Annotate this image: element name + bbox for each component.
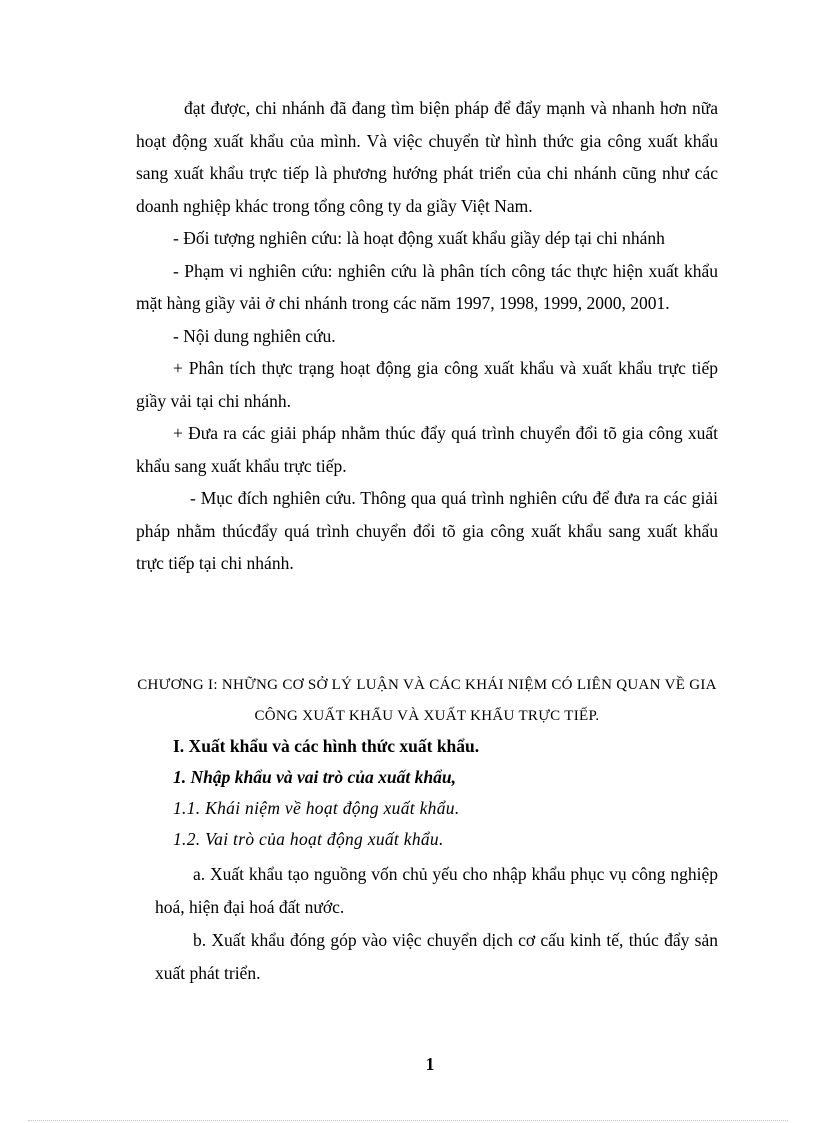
paragraph-research-content: - Nội dung nghiên cứu. xyxy=(173,325,336,346)
paragraph-intro: đạt được, chi nhánh đã đang tìm biện pháp để đẩy mạnh và nhanh hơn nữa hoạt động xuất khẩu của mình. Và việc chuyển từ hình thức gia công xuất khẩu sang xuất khẩu trực tiếp là phương hướng phát triển của chi nhánh cũng như các doanh nghiệp khác trong tổng công ty da giầy Việt Nam. xyxy=(136,98,718,216)
subsection-heading: 1. Nhập khẩu và vai trò của xuất khẩu, xyxy=(173,767,456,787)
body-text xyxy=(136,92,718,580)
item-heading-1-1: 1.1. Khái niệm về hoạt động xuất khẩu. xyxy=(173,798,460,818)
item-heading-1-2: 1.2. Vai trò của hoạt động xuất khẩu. xyxy=(173,829,444,849)
heading-block xyxy=(136,731,718,855)
point-a: a. Xuất khẩu tạo nguồng vốn chủ yếu cho nhập khẩu phục vụ công nghiệp hoá, hiện đại hoá đất nước. xyxy=(155,864,718,917)
point-b: b. Xuất khẩu đóng góp vào việc chuyển dịch cơ cấu kinh tế, thúc đẩy sản xuất phát triển. xyxy=(155,930,718,983)
paragraph-research-object: - Đối tượng nghiên cứu: là hoạt động xuất khẩu giầy dép tại chi nhánh xyxy=(173,228,665,248)
page-number: 1 xyxy=(425,1054,435,1074)
points-block xyxy=(155,858,718,989)
paragraph-content-item-1: + Phân tích thực trạng hoạt động gia công xuất khẩu và xuất khẩu trực tiếp giầy vải tại chi nhánh. xyxy=(136,358,718,411)
chapter-title: CHƯƠNG I: NHỮNG CƠ SỞ LÝ LUẬN VÀ CÁC KHÁI NIỆM CÓ LIÊN QUAN VỀ GIA CÔNG XUẤT KHẨU VÀ XUẤT KHẨU TRỰC TIẾP. xyxy=(137,677,717,724)
paragraph-content-item-2: + Đưa ra các giải pháp nhằm thúc đẩy quá trình chuyển đổi tõ gia công xuất khẩu sang xuất khẩu trực tiếp. xyxy=(136,423,718,476)
section-heading: I. Xuất khẩu và các hình thức xuất khẩu. xyxy=(173,736,480,756)
page-bottom-rule xyxy=(28,1120,788,1121)
paragraph-research-purpose: - Mục đích nghiên cứu. Thông qua quá trình nghiên cứu để đưa ra các giải pháp nhằm thúcđẩy quá trình chuyển đổi tõ gia công xuất khẩu sang xuất khẩu trực tiếp tại chi nhánh. xyxy=(136,488,718,573)
paragraph-research-scope: - Phạm vi nghiên cứu: nghiên cứu là phân tích công tác thực hiện xuất khẩu mặt hàng giầy vải ở chi nhánh trong các năm 1997, 1998, 1999, 2000, 2001. xyxy=(136,260,718,313)
